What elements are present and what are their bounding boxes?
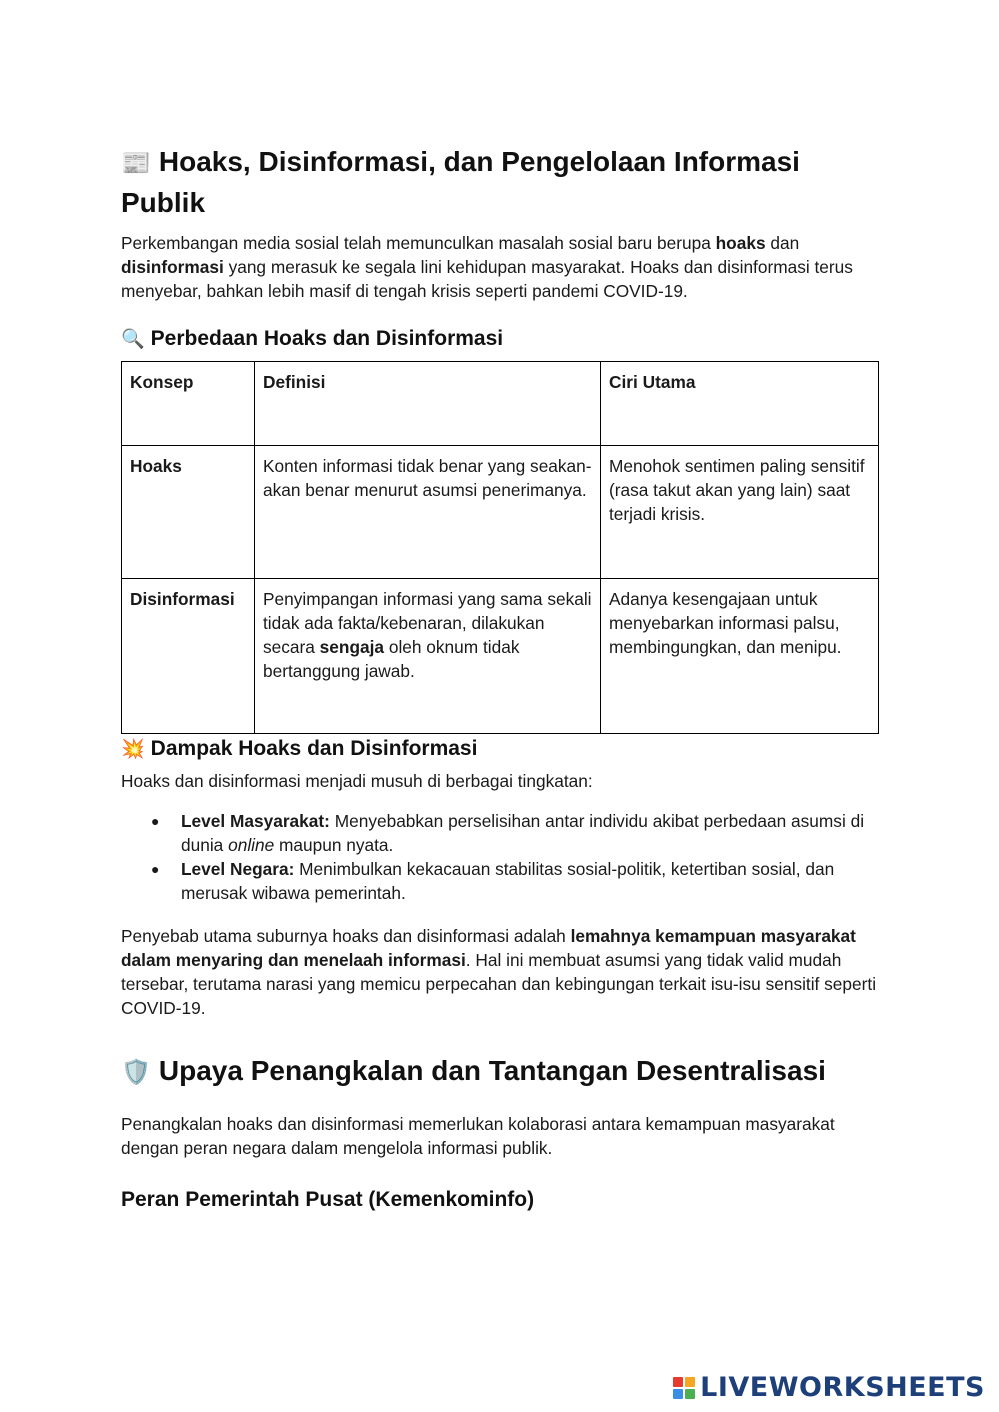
list-item-text: maupun nyata.: [274, 835, 394, 855]
list-item: [121, 857, 881, 905]
section-title-hoaks: [121, 142, 881, 222]
table-row: [122, 579, 879, 734]
impact-heading: [121, 735, 881, 763]
newspaper-icon: 📰: [121, 149, 151, 177]
bullet-icon: ●: [151, 861, 160, 877]
section-title-upaya: [121, 1051, 881, 1092]
list-item-italic: online: [228, 835, 275, 855]
logo-tile: [685, 1389, 695, 1399]
table-row: [122, 446, 879, 579]
intro-text: Perkembangan media sosial telah memunculkan masalah sosial baru berupa: [121, 233, 716, 253]
header-definisi: Definisi: [255, 362, 601, 446]
document-page: [121, 142, 881, 1214]
list-item: [121, 809, 881, 857]
intro-text: dan: [765, 233, 800, 253]
table-header-row: [122, 362, 879, 446]
bullet-icon: ●: [151, 813, 160, 829]
section-title-text: Hoaks, Disinformasi, dan Pengelolaan Informasi Publik: [121, 146, 800, 218]
cause-text: Penyebab utama suburnya hoaks dan disinformasi adalah: [121, 926, 571, 946]
collision-icon: 💥: [121, 738, 145, 760]
logo-tile: [685, 1377, 695, 1387]
differences-heading-text: Perbedaan Hoaks dan Disinformasi: [150, 327, 504, 350]
liveworksheets-logo[interactable]: [673, 1372, 985, 1403]
logo-tiles-icon: [673, 1377, 695, 1399]
differences-table: [121, 361, 879, 734]
header-ciri-utama: Ciri Utama: [601, 362, 879, 446]
list-item-label: Level Negara:: [181, 859, 295, 879]
cause-bold: lemahnya kemampuan masyarakat dalam menyaring dan menelaah informasi: [121, 926, 856, 970]
impact-heading-text: Dampak Hoaks dan Disinformasi: [150, 737, 478, 760]
cell-bold-sengaja: sengaja: [319, 637, 385, 657]
intro-bold-hoaks: hoaks: [715, 233, 766, 253]
intro-text: yang merasuk ke segala lini kehidupan masyarakat. Hoaks dan disinformasi terus menyebar, bahkan lebih masif di tengah krisis seperti pandemi COVID-19.: [121, 257, 853, 301]
cause-paragraph: [121, 924, 881, 1020]
upaya-intro: Penangkalan hoaks dan disinformasi memerlukan kolaborasi antara kemampuan masyarakat dengan peran negara dalam mengelola informasi publik.: [121, 1114, 835, 1158]
intro-bold-disinformasi: disinformasi: [121, 257, 224, 277]
subheading-pemerintah-pusat: Peran Pemerintah Pusat (Kemenkominfo): [121, 1188, 535, 1211]
list-item-text: Menimbulkan kekacauan stabilitas sosial-politik, ketertiban sosial, dan merusak wibawa pemerintah.: [181, 859, 835, 903]
section-title-text: Upaya Penangkalan dan Tantangan Desentralisasi: [158, 1055, 826, 1086]
magnifier-icon: 🔍: [121, 328, 145, 350]
logo-tile: [673, 1377, 683, 1387]
cell-definisi: [255, 579, 601, 734]
differences-heading: [121, 325, 881, 353]
cell-konsep: Hoaks: [122, 446, 255, 579]
impact-intro: Hoaks dan disinformasi menjadi musuh di berbagai tingkatan:: [121, 771, 593, 791]
cell-definisi: Konten informasi tidak benar yang seakan-akan benar menurut asumsi penerimanya.: [255, 446, 601, 579]
list-item-text: Menyebabkan perselisihan antar individu akibat perbedaan asumsi di dunia: [181, 811, 865, 855]
list-item-label: Level Masyarakat:: [181, 811, 330, 831]
impact-list: [121, 809, 881, 905]
cell-konsep: Disinformasi: [122, 579, 255, 734]
logo-text: LIVEWORKSHEETS: [700, 1372, 985, 1403]
header-konsep: Konsep: [122, 362, 255, 446]
cell-ciri: Menohok sentimen paling sensitif (rasa takut akan yang lain) saat terjadi krisis.: [601, 446, 879, 579]
intro-paragraph: [121, 231, 881, 303]
cell-text: oleh oknum tidak bertanggung jawab.: [263, 637, 520, 681]
cell-text: Penyimpangan informasi yang sama sekali tidak ada fakta/kebenaran, dilakukan secara: [263, 589, 592, 657]
cause-text: . Hal ini membuat asumsi yang tidak valid mudah tersebar, terutama narasi yang memicu perpecahan dan kebingungan terkait isu-isu sensitif seperti COVID-19.: [121, 950, 877, 1018]
shield-icon: 🛡️: [121, 1058, 151, 1086]
cell-ciri: Adanya kesengajaan untuk menyebarkan informasi palsu, membingungkan, dan menipu.: [601, 579, 879, 734]
logo-tile: [673, 1389, 683, 1399]
